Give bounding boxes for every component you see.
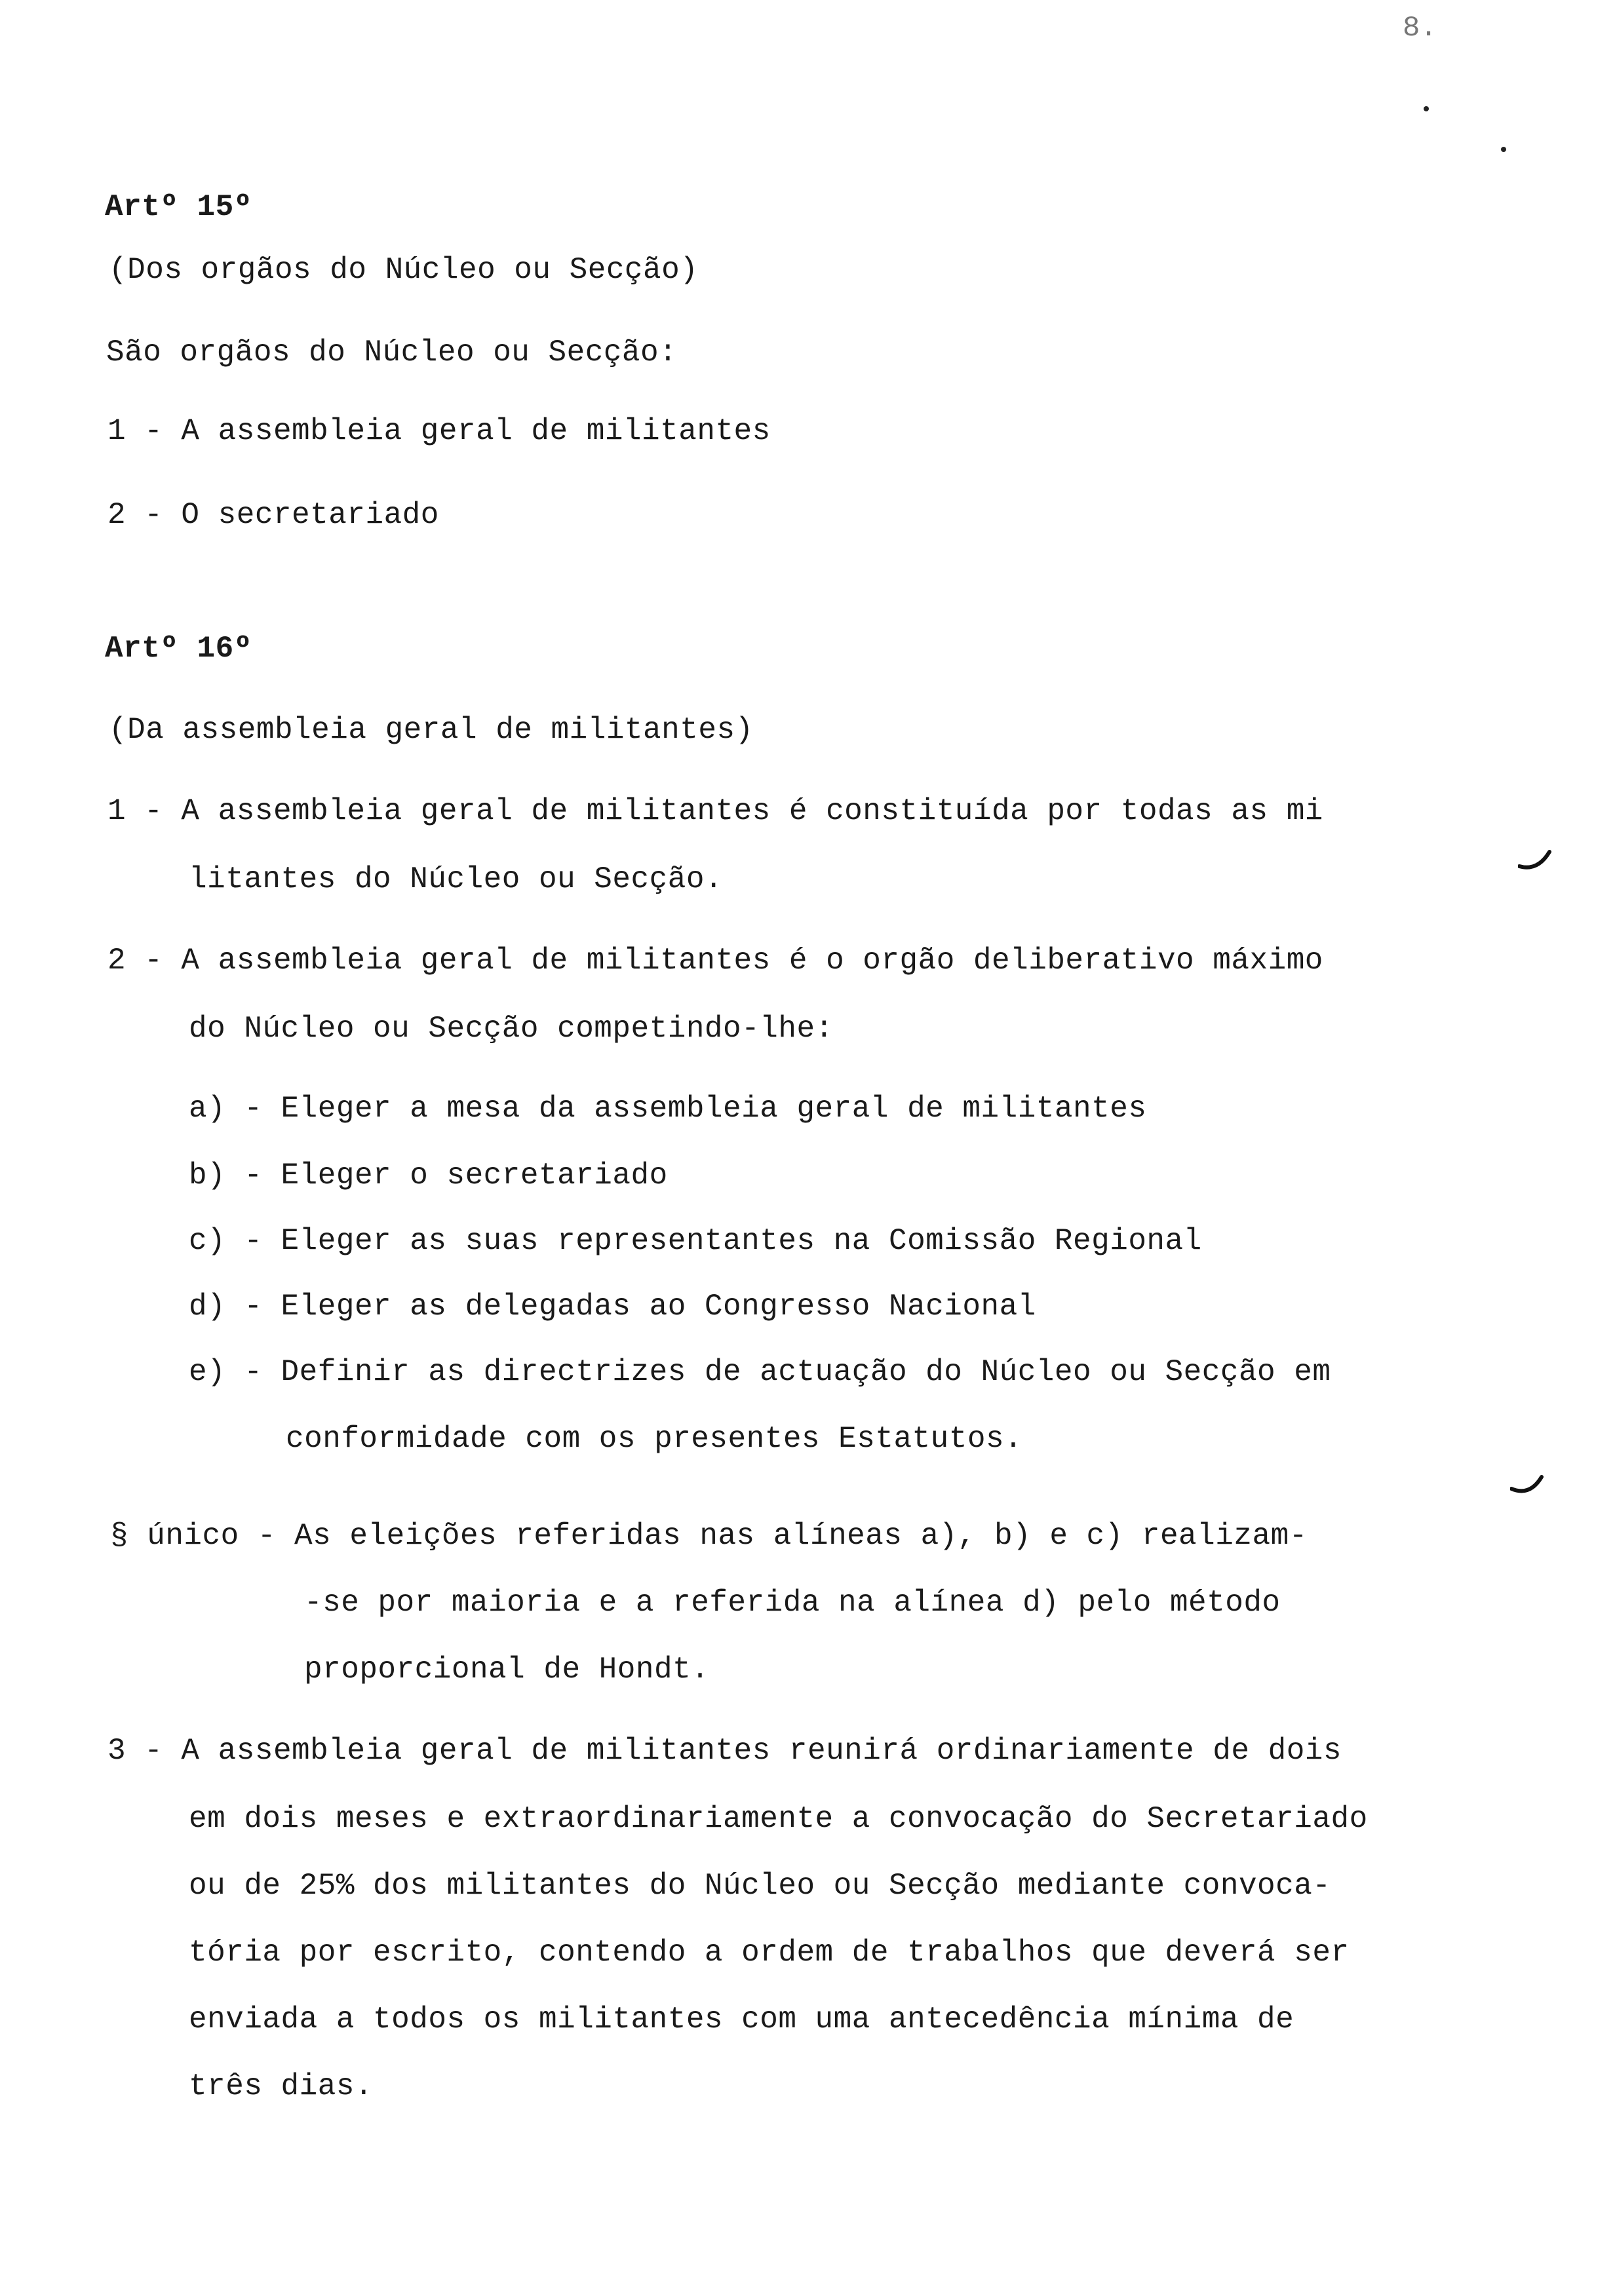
- paragraph-unico-cont-2: proporcional de Hondt.: [304, 1653, 710, 1687]
- article-15-item-1: 1 - A assembleia geral de militantes: [107, 414, 771, 448]
- scan-dot: [1501, 147, 1506, 152]
- hole-punch-mark: [1510, 1474, 1544, 1497]
- article-16-paragraph-3: 3 - A assembleia geral de militantes reunirá ordinariamente de dois: [107, 1734, 1342, 1768]
- paragraph-unico: § único - As eleições referidas nas alíneas a), b) e c) realizam-: [110, 1519, 1308, 1553]
- scan-dot: [1424, 106, 1429, 111]
- article-16-item-e: e) - Definir as directrizes de actuação do Núcleo ou Secção em: [189, 1355, 1331, 1389]
- article-16-paragraph-3-cont-4: enviada a todos os militantes com uma antecedência mínima de: [189, 2002, 1294, 2037]
- article-16-item-a: a) - Eleger a mesa da assembleia geral de militantes: [189, 1092, 1147, 1126]
- article-16-paragraph-3-cont-3: tória por escrito, contendo a ordem de trabalhos que deverá ser: [189, 1936, 1350, 1970]
- article-15-heading: Artº 15º: [105, 190, 252, 224]
- article-16-paragraph-3-cont-1: em dois meses e extraordinariamente a convocação do Secretariado: [189, 1802, 1368, 1836]
- article-16-paragraph-2-cont: do Núcleo ou Secção competindo-lhe:: [189, 1012, 834, 1046]
- article-16-paragraph-3-cont-2: ou de 25% dos militantes do Núcleo ou Secção mediante convoca-: [189, 1869, 1331, 1903]
- hole-punch-mark: [1518, 849, 1552, 871]
- article-16-item-c: c) - Eleger as suas representantes na Comissão Regional: [189, 1224, 1202, 1258]
- article-15-item-2: 2 - O secretariado: [107, 498, 439, 532]
- page-number: 8.: [1403, 12, 1437, 45]
- article-16-heading: Artº 16º: [105, 632, 252, 666]
- article-16-paragraph-1-cont: litantes do Núcleo ou Secção.: [189, 862, 724, 896]
- article-15-intro: São orgãos do Núcleo ou Secção:: [106, 335, 678, 370]
- article-16-item-d: d) - Eleger as delegadas ao Congresso Nacional: [189, 1290, 1036, 1324]
- article-15-subtitle: (Dos orgãos do Núcleo ou Secção): [109, 253, 699, 287]
- article-16-item-b: b) - Eleger o secretariado: [189, 1158, 668, 1193]
- paragraph-unico-cont-1: -se por maioria e a referida na alínea d) pelo método: [304, 1586, 1281, 1620]
- article-16-item-e-cont: conformidade com os presentes Estatutos.: [286, 1422, 1023, 1456]
- article-16-paragraph-1: 1 - A assembleia geral de militantes é constituída por todas as mi: [107, 794, 1323, 828]
- article-16-paragraph-2: 2 - A assembleia geral de militantes é o orgão deliberativo máximo: [107, 944, 1323, 978]
- article-16-paragraph-3-cont-5: três dias.: [189, 2069, 374, 2103]
- article-16-subtitle: (Da assembleia geral de militantes): [109, 713, 754, 747]
